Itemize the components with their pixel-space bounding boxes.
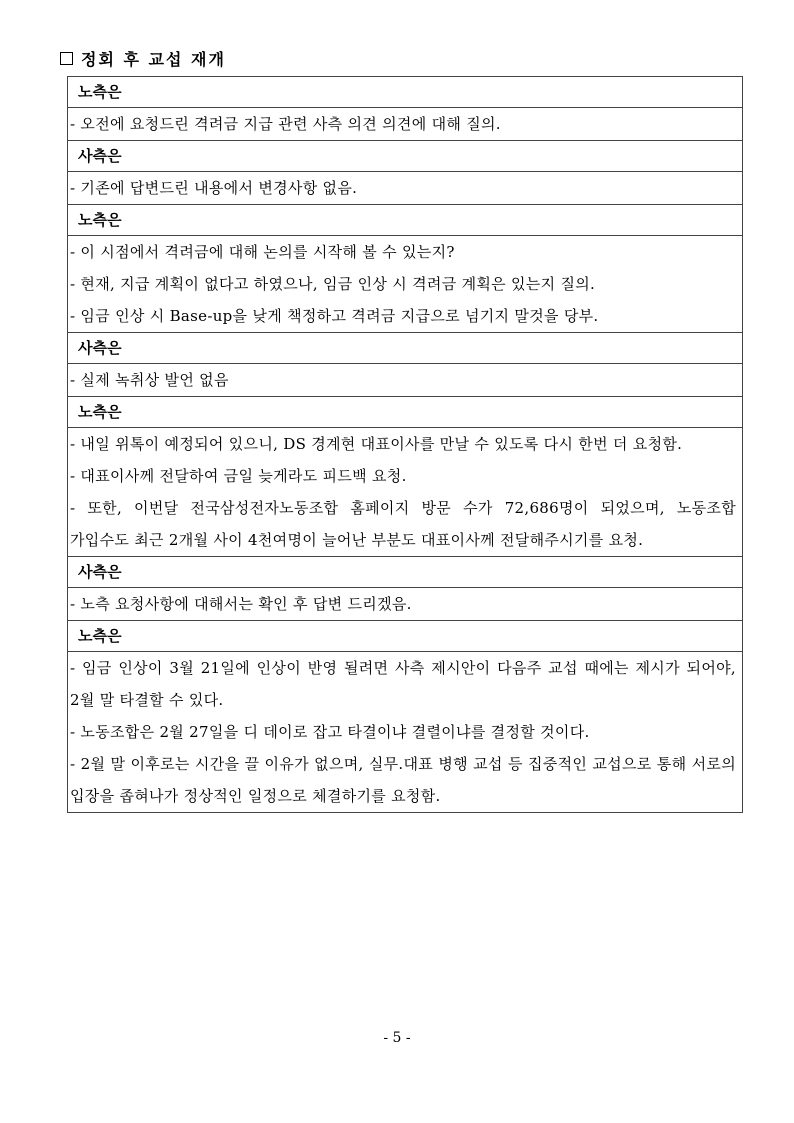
speaker-row: [68, 397, 743, 428]
statement-line: - 기존에 답변드린 내용에서 변경사항 없음.: [70, 179, 358, 197]
speaker-label: 사측은: [68, 557, 743, 588]
speaker-label: 노측은: [68, 205, 743, 236]
speaker-label: 노측은: [68, 77, 743, 108]
speaker-row: [68, 77, 743, 108]
content-row: [68, 652, 743, 813]
statement-line: - 노측 요청사항에 대해서는 확인 후 답변 드리겠음.: [70, 595, 412, 613]
content-row: [68, 236, 743, 333]
statement-line: - 2월 말 이후로는 시간을 끌 이유가 없으며, 실무.대표 병행 교섭 등 집중적인 교섭으로 통해 서로의 입장을 좁혀나가 정상적인 일정으로 체결하기를 요청함.: [70, 755, 736, 805]
content-row: [68, 588, 743, 621]
content-cell: [68, 588, 743, 621]
statement-line: - 이 시점에서 격려금에 대해 논의를 시작해 볼 수 있는지?: [70, 243, 455, 261]
content-cell: [68, 428, 743, 557]
speaker-label: 사측은: [68, 141, 743, 172]
speaker-row: [68, 621, 743, 652]
statement-line: - 임금 인상 시 Base-up을 낮게 책정하고 격려금 지급으로 넘기지 말것을 당부.: [70, 307, 599, 325]
statement-line: - 현재, 지급 계획이 없다고 하였으나, 임금 인상 시 격려금 계획은 있는지 질의.: [70, 275, 596, 293]
section-title: 정회 후 교섭 재개: [81, 50, 226, 69]
content-cell: [68, 364, 743, 397]
statement-line: - 내일 위톡이 예정되어 있으니, DS 경계현 대표이사를 만날 수 있도록 다시 한번 더 요청함.: [70, 435, 683, 453]
dialog-table-body: [68, 77, 743, 813]
statement-line: - 또한, 이번달 전국삼성전자노동조합 홈페이지 방문 수가 72,686명이 되었으며, 노동조합 가입수도 최근 2개월 사이 4천여명이 늘어난 부분도 대표이사께 전달해주시기를 요청.: [70, 499, 736, 549]
content-row: [68, 172, 743, 205]
speaker-label: 사측은: [68, 333, 743, 364]
speaker-row: [68, 141, 743, 172]
negotiation-dialog-table: [67, 76, 743, 813]
content-cell: [68, 108, 743, 141]
content-cell: [68, 172, 743, 205]
content-cell: [68, 236, 743, 333]
content-row: [68, 364, 743, 397]
statement-line: - 오전에 요청드린 격려금 지급 관련 사측 의견 의견에 대해 질의.: [70, 115, 501, 133]
statement-line: - 임금 인상이 3월 21일에 인상이 반영 될려면 사측 제시안이 다음주 교섭 때에는 제시가 되어야, 2월 말 타결할 수 있다.: [70, 659, 736, 709]
speaker-label: 노측은: [68, 397, 743, 428]
checkbox-square-icon: [60, 52, 73, 65]
speaker-label: 노측은: [68, 621, 743, 652]
page-number: - 5 -: [383, 1030, 411, 1046]
section-heading: [60, 47, 226, 70]
speaker-row: [68, 333, 743, 364]
statement-line: - 실제 녹취상 발언 없음: [70, 371, 229, 389]
content-row: [68, 428, 743, 557]
statement-line: - 대표이사께 전달하여 금일 늦게라도 피드백 요청.: [70, 467, 407, 485]
content-cell: [68, 652, 743, 813]
statement-line: - 노동조합은 2월 27일을 디 데이로 잡고 타결이냐 결렬이냐를 결정할 것이다.: [70, 723, 590, 741]
speaker-row: [68, 557, 743, 588]
content-row: [68, 108, 743, 141]
speaker-row: [68, 205, 743, 236]
